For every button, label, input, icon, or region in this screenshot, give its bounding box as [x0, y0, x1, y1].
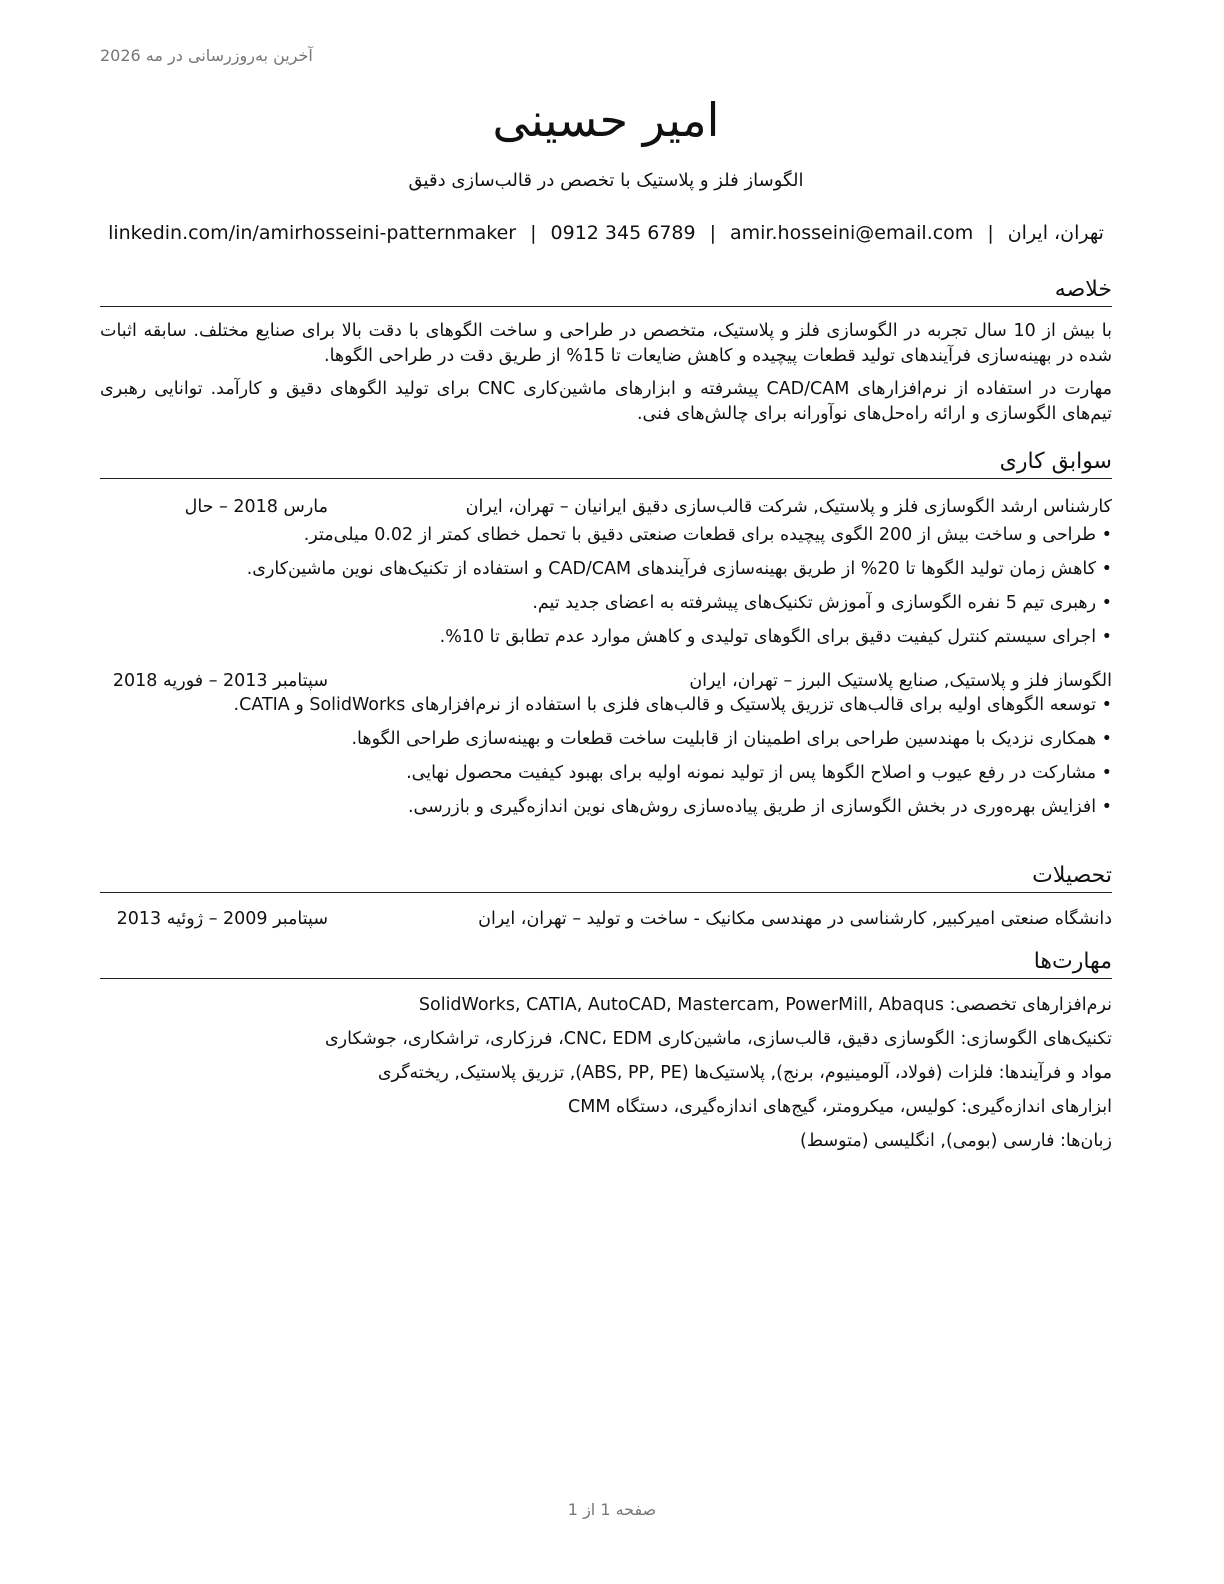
education-degree: دانشگاه صنعتی امیرکبیر, کارشناسی در مهندسی مکانیک - ساخت و تولید – تهران، ایران [478, 909, 1112, 929]
contact-separator: | [709, 222, 716, 244]
last-updated-note: آخرین به‌روزرسانی در مه 2026 [100, 46, 313, 65]
contact-location: تهران، ایران [1007, 222, 1104, 244]
job-bullet: • توسعه الگوهای اولیه برای قالب‌های تزریق پلاستیک و قالب‌های فلزی با استفاده از نرم‌افزارهای SolidWorks و CATIA. [100, 693, 1112, 717]
job-dates: مارس 2018 – حال [184, 497, 328, 517]
skills-section [100, 948, 1112, 1153]
summary-title: خلاصه [100, 276, 1112, 307]
contact-phone[interactable]: 0912 345 6789 [550, 222, 696, 244]
job-bullet: • کاهش زمان تولید الگوها تا 20% از طریق بهینه‌سازی فرآیندهای CAD/CAM و استفاده از تکنیک‌های نوین ماشین‌کاری. [100, 557, 1112, 581]
job-bullets [100, 523, 1112, 649]
summary-section [100, 276, 1112, 427]
job-bullet: • طراحی و ساخت بیش از 200 الگوی پیچیده برای قطعات صنعتی دقیق با تحمل خطای کمتر از 0.02 میلی‌متر. [100, 523, 1112, 547]
skill-row: تکنیک‌های الگوسازی: الگوسازی دقیق، قالب‌سازی، ماشین‌کاری CNC، EDM، فرزکاری، تراشکاری، جوشکاری [324, 1029, 1112, 1049]
candidate-headline: الگوساز فلز و پلاستیک با تخصص در قالب‌سازی دقیق [408, 170, 804, 191]
job-header [100, 669, 1112, 693]
job-dates: سپتامبر 2013 – فوریه 2018 [112, 671, 328, 691]
skills-title: مهارت‌ها [100, 948, 1112, 979]
contact-line [100, 222, 1112, 244]
job-role: الگوساز فلز و پلاستیک, صنایع پلاستیک البرز – تهران، ایران [689, 671, 1112, 691]
job-bullet: • افزایش بهره‌وری در بخش الگوسازی از طریق پیاده‌سازی روش‌های نوین اندازه‌گیری و بازرسی. [100, 795, 1112, 819]
contact-linkedin[interactable]: linkedin.com/in/amirhosseini-patternmaker [108, 222, 517, 244]
education-title: تحصیلات [100, 862, 1112, 893]
job-bullet: • مشارکت در رفع عیوب و اصلاح الگوها پس از تولید نمونه اولیه برای بهبود کیفیت محصول نهایی. [100, 761, 1112, 785]
skill-row: نرم‌افزارهای تخصصی: SolidWorks, CATIA, AutoCAD, Mastercam, PowerMill, Abaqus [418, 995, 1112, 1015]
job-role: کارشناس ارشد الگوسازی فلز و پلاستیک, شرکت قالب‌سازی دقیق ایرانیان – تهران، ایران [465, 497, 1112, 517]
skill-row: مواد و فرآیندها: فلزات (فولاد، آلومینیوم، برنج), پلاستیک‌ها (ABS, PP, PE), تزریق پلاستیک, ریخته‌گری [377, 1063, 1112, 1083]
contact-separator: | [530, 222, 537, 244]
summary-paragraph: مهارت در استفاده از نرم‌افزارهای CAD/CAM پیشرفته و ابزارهای ماشین‌کاری CNC برای تولید الگوهای دقیق و کارآمد. توانایی رهبری تیم‌های الگوسازی و ارائه راه‌حل‌های نوآورانه برای چالش‌های فنی. [100, 379, 1112, 424]
skill-row: ابزارهای اندازه‌گیری: کولیس، میکرومتر، گیج‌های اندازه‌گیری، دستگاه CMM [568, 1097, 1112, 1117]
skill-row: زبان‌ها: فارسی (بومی), انگلیسی (متوسط) [800, 1131, 1112, 1151]
contact-email[interactable]: amir.hosseini@email.com [730, 222, 974, 244]
contact-separator: | [987, 222, 994, 244]
job-entry [100, 495, 1112, 649]
job-bullet: • اجرای سیستم کنترل کیفیت دقیق برای الگوهای تولیدی و کاهش موارد عدم تطابق تا 10%. [100, 625, 1112, 649]
candidate-name: امیر حسینی [492, 93, 720, 147]
job-header [100, 495, 1112, 519]
job-bullet: • همکاری نزدیک با مهندسین طراحی برای اطمینان از قابلیت ساخت قطعات و بهینه‌سازی طراحی الگوها. [100, 727, 1112, 751]
experience-section [100, 448, 1112, 819]
job-bullet: • رهبری تیم 5 نفره الگوسازی و آموزش تکنیک‌های پیشرفته به اعضای جدید تیم. [100, 591, 1112, 615]
page-number: صفحه 1 از 1 [567, 1500, 657, 1519]
education-entry [100, 907, 1112, 931]
education-dates: سپتامبر 2009 – ژوئیه 2013 [116, 909, 328, 929]
summary-paragraph: با بیش از 10 سال تجربه در الگوسازی فلز و پلاستیک، متخصص در طراحی و ساخت الگوهای با دقت بالا برای صنایع مختلف. سابقه اثبات شده در بهینه‌سازی فرآیندهای تولید قطعات پیچیده و کاهش ضایعات تا 15% از طریق دقت در طراحی الگوها. [100, 321, 1112, 366]
education-section [100, 862, 1112, 931]
job-bullets [100, 693, 1112, 819]
job-entry [100, 669, 1112, 819]
experience-title: سوابق کاری [100, 448, 1112, 479]
